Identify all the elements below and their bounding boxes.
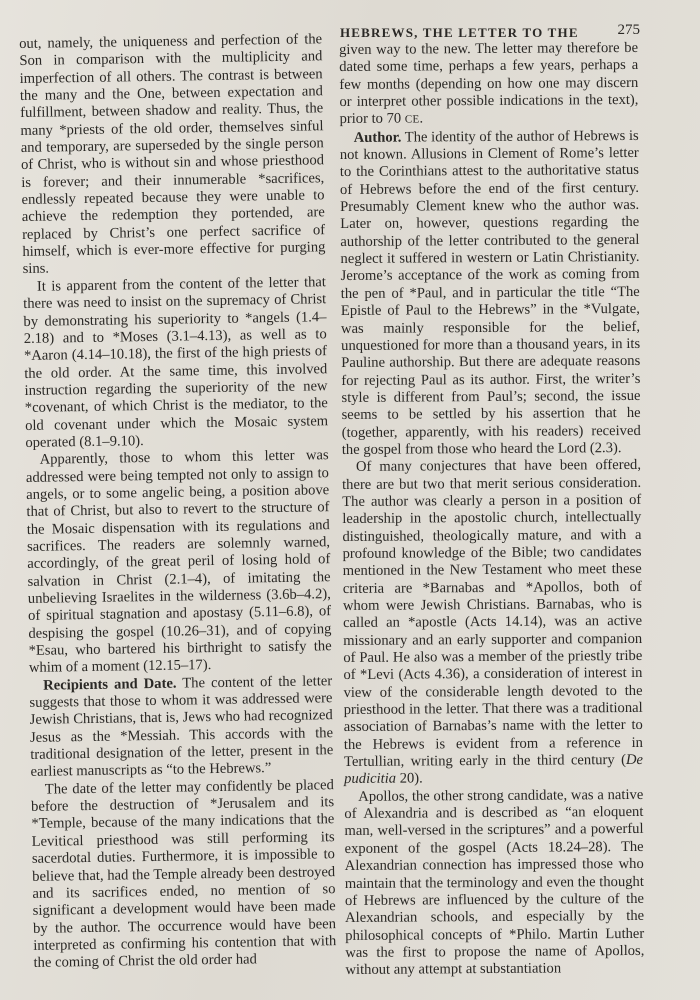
paragraph bbox=[344, 787, 644, 980]
paragraph-text: The date of the letter may confidently be placed before the destruction of *Jerusalem and its *Temple, because of the many indications that the Levitical priesthood was still performing its sacerdotal duties. Furthermore, it is impossible to believe that, had the Temple already been destroyed and its sacrifices ended, no mention of so significant a development would have been made by the author. The occurrence would have been interpreted as confirming his contention that with the coming of Christ the old order had bbox=[30, 776, 337, 972]
section-heading: Recipients and Date. bbox=[43, 675, 177, 694]
paragraph-text: The identity of the author of Hebrews is not known. Allusions in Clement of Rome’s letter to the Corinthians attest to the authoritative status of Hebrews before the end of the first century. Presumably Clement knew who the author was. Later on, however, questions regarding the authorship of the letter contributed to the general neglect it suffered in western or Latin Christianity. Jerome’s acceptance of the work as coming from the pen of *Paul, and in particular the title “The Epistle of Paul to the Hebrews” in the *Vulgate, was mainly responsible for the belief, unquestioned for more than a thousand years, in its Pauline authorship. But there are adequate reasons for rejecting Paul as its author. First, the writer’s style is different from Paul’s; second, the issue seems to be settled by his assertion that he (together, apparently, with his readers) received the gospel from those who heard the Lord (2.3). bbox=[339, 127, 641, 458]
paragraph bbox=[29, 673, 334, 782]
paragraph bbox=[340, 128, 641, 460]
running-head-title: HEBREWS, THE LETTER TO THE bbox=[340, 25, 579, 40]
paragraph-text: Apollos, the other strong candidate, was a native of Alexandria and is described as “an eloquent man, well-versed in the scriptures” and a powerful exponent of the gospel (Acts 18.24–28). The Alexandrian connection has impressed those who maintain that the terminology and even the thought of Hebrews are influenced by the culture of the Alexandrian schools, and especially by the philosophical concepts of *Philo. Martin Luther was the first to propose the name of Apollos, without any attempt at substantiation bbox=[344, 786, 645, 979]
paragraph-text: given way to the new. The letter may therefore be dated some time, perhaps a few years, perhaps a few months (depending on how one may discern or interpret other possible indications in the text), prior to 70 bbox=[339, 39, 639, 128]
paragraph-text: out, namely, the uniqueness and perfection of the Son in comparison with the multiplicity and imperfection of all others. The contrast is between the many and the One, between expectation and fulfillment, between shadow and reality. Thus, the many *priests of the old order, themselves sinful and temporary, are superseded by the single person of Christ, who is without sin and whose priesthood is forever; and their innumerable *sacrifices, endlessly repeated because they were unable to achieve the redemption they portended, are replaced by Christ’s one perfect sacrifice of himself, which is ever-more effective for purging sins. bbox=[19, 31, 326, 278]
paragraph bbox=[342, 457, 643, 789]
paragraph-text: The content of the letter suggests that those to whom it was addressed were Jewish Christians, that is, Jews who had recognized Jesus as the *Messiah. This accords with the traditional designation of the letter, present in the earliest manuscripts as “to the Hebrews.” bbox=[29, 672, 334, 781]
paragraph-text: Of many conjectures that have been offered, there are but two that merit serious consideration. The author was clearly a person in a position of leadership in the apostolic church, intellectually distinguished, theologically mature, and with a profound knowledge of the Bible; two candidates mentioned in the New Testament who meet these criteria are *Barnabas and *Apollos, both of whom were Jewish Christians. Barnabas, who is called an *apostle (Acts 14.14), was an active missionary and an early supporter and companion of Paul. He also was a member of the priestly tribe of *Levi (Acts 4.36), a consideration of interest in view of the considerable length devoted to the priesthood in the letter. That there was a traditional association of Barnabas’s name with the letter to the Hebrews is evident from a reference in Tertullian, writing early in the third century ( bbox=[342, 457, 643, 771]
page-number: 275 bbox=[617, 22, 640, 38]
paragraph bbox=[19, 31, 326, 279]
left-column bbox=[19, 31, 337, 972]
paragraph bbox=[31, 777, 337, 973]
paragraph-text: It is apparent from the content of the letter that there was need to insist on the supremacy of Christ by demonstrating his superiority to *angels (1.4–2.18) and to *Moses (3.1–4.13), as well as to *Aaron (4.14–10.18), the first of the high priests of the old order. At the same time, this involved instruction regarding the superiority of the new *covenant, of which Christ is the mediator, to the old covenant under which the Mosaic system operated (8.1–9.10). bbox=[23, 274, 329, 451]
era-abbreviation: CE bbox=[404, 113, 420, 126]
paragraph bbox=[26, 447, 333, 677]
paragraph-text: . bbox=[419, 110, 424, 127]
paragraph-text: Apparently, those to whom this letter was addressed were being tempted not only to assign to angels, or to some angelic being, a position above that of Christ, but also to revert to the structure of the Mosaic dispensation with its regulations and sacrifices. The readers are solemnly warned, accordingly, of the great peril of losing hold of salvation in Christ (2.1–4), of imitating the unbelieving Israelites in the wilderness (3.6b–4.2), of spiritual stagnation and apostasy (5.11–6.8), of despising the gospel (10.26–31), and of copying *Esau, who bartered his birthright to satisfy the whim of a moment (12.15–17). bbox=[25, 447, 332, 677]
right-column bbox=[339, 40, 645, 980]
work-title: De pudicitia bbox=[344, 751, 644, 788]
paragraph bbox=[339, 40, 639, 130]
paragraph bbox=[23, 274, 329, 452]
section-heading: Author. bbox=[353, 129, 402, 146]
paragraph-text: 20). bbox=[395, 770, 423, 788]
